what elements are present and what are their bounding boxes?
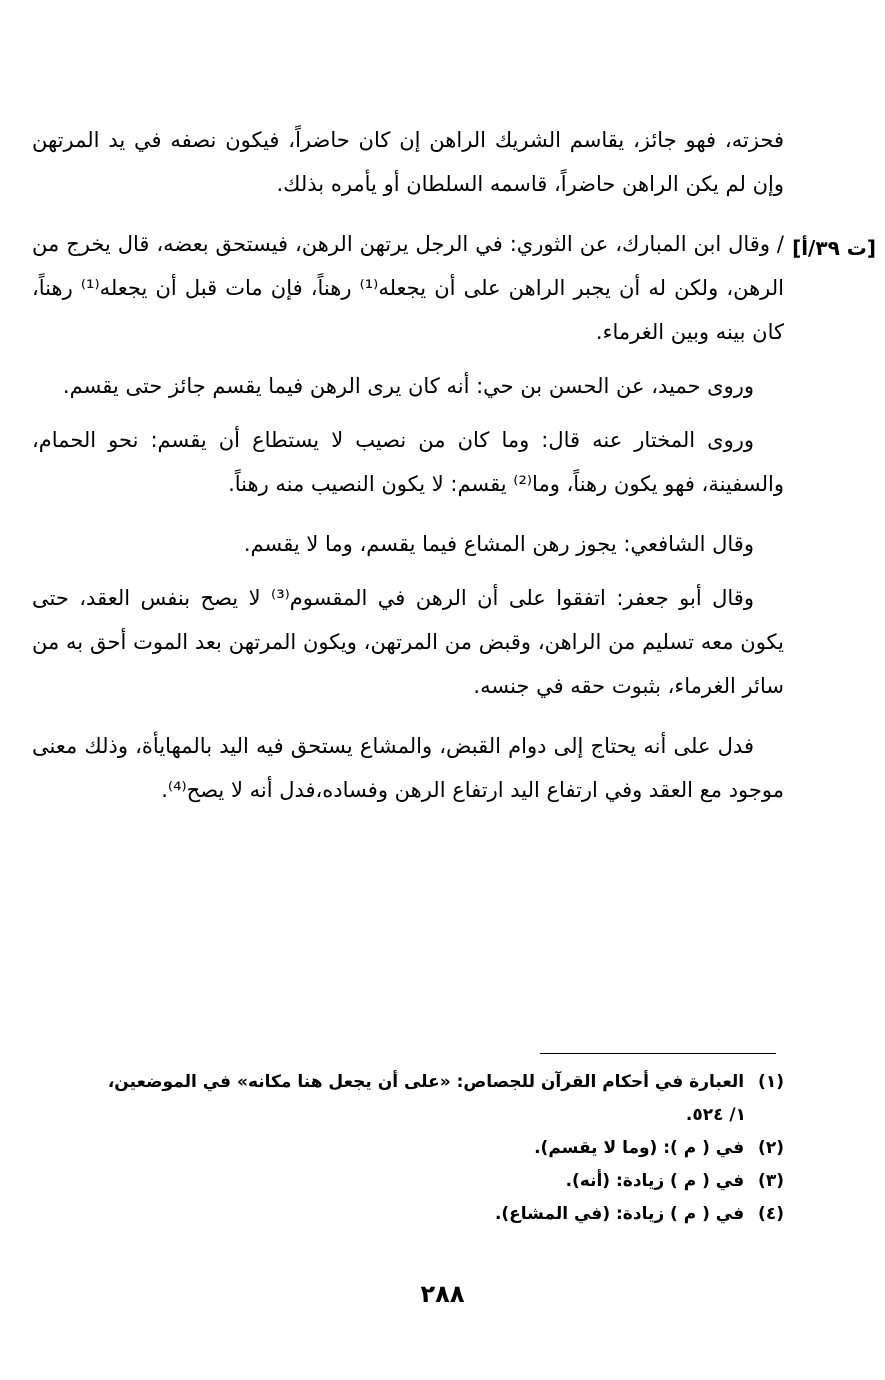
footnote-1-continuation: ١/ ٥٢٤. bbox=[685, 1105, 746, 1125]
footnote-text: في ( م ) زيادة: (في المشاع). bbox=[494, 1204, 745, 1224]
footnotes-block bbox=[32, 1066, 784, 1231]
footnote-number: (٤) bbox=[758, 1204, 784, 1224]
margin-folio-reference: [ت ٣٩/أ] bbox=[792, 236, 876, 260]
paragraph-7: فدل على أنه يحتاج إلى دوام القبض، والمشاع يستحق فيه اليد بالمهايأة، وذلك معنى موجود مع العقد وفي ارتفاع اليد ارتفاع الرهن وفساده،فدل أنه لا يصح⁽⁴⁾. bbox=[32, 734, 784, 802]
paragraph-1: فحزته، فهو جائز، يقاسم الشريك الراهن إن كان حاضراً، فيكون نصفه في يد المرتهن وإن لم يكن الراهن حاضراً، قاسمه السلطان أو يأمره بذلك. bbox=[32, 128, 784, 196]
paragraph-2: / وقال ابن المبارك، عن الثوري: في الرجل يرتهن الرهن، فيستحق بعضه، قال يخرج من الرهن، ولكن له أن يجبر الراهن على أن يجعله⁽¹⁾ رهناً، فإن مات قبل أن يجعله⁽¹⁾ رهناً، كان بينه وبين الغرماء. bbox=[32, 232, 784, 344]
paragraph-3: وروى حميد، عن الحسن بن حي: أنه كان يرى الرهن فيما يقسم جائز حتى يقسم. bbox=[62, 374, 754, 398]
footnote-2 bbox=[32, 1132, 784, 1165]
footnote-text: في ( م ) زيادة: (أنه). bbox=[565, 1171, 745, 1191]
footnote-separator bbox=[540, 1053, 776, 1054]
footnote-3 bbox=[32, 1165, 784, 1198]
footnote-number: (١) bbox=[758, 1072, 784, 1092]
footnote-number: (٣) bbox=[758, 1171, 784, 1191]
paragraph-5: وقال الشافعي: يجوز رهن المشاع فيما يقسم، وما لا يقسم. bbox=[243, 532, 754, 556]
page-number: ٢٨٨ bbox=[420, 1280, 465, 1308]
paragraph-4: وروى المختار عنه قال: وما كان من نصيب لا يستطاع أن يقسم: نحو الحمام، والسفينة، فهو يكون رهناً، وما⁽²⁾ يقسم: لا يكون النصيب منه رهناً. bbox=[32, 428, 784, 496]
footnote-text: العبارة في أحكام القرآن للجصاص: «على أن يجعل هنا مكانه» في الموضعين، bbox=[107, 1072, 745, 1092]
footnote-text: في ( م ): (وما لا يقسم). bbox=[534, 1138, 745, 1158]
main-text-block bbox=[32, 118, 784, 812]
footnote-1 bbox=[32, 1066, 784, 1099]
paragraph-6: وقال أبو جعفر: اتفقوا على أن الرهن في المقسوم⁽³⁾ لا يصح بنفس العقد، حتى يكون معه تسليم من الراهن، وقبض من المرتهن، ويكون المرتهن بعد الموت أحق به من سائر الغرماء، بثبوت حقه في جنسه. bbox=[32, 586, 784, 698]
footnote-number: (٢) bbox=[758, 1138, 784, 1158]
footnote-4 bbox=[32, 1198, 784, 1231]
